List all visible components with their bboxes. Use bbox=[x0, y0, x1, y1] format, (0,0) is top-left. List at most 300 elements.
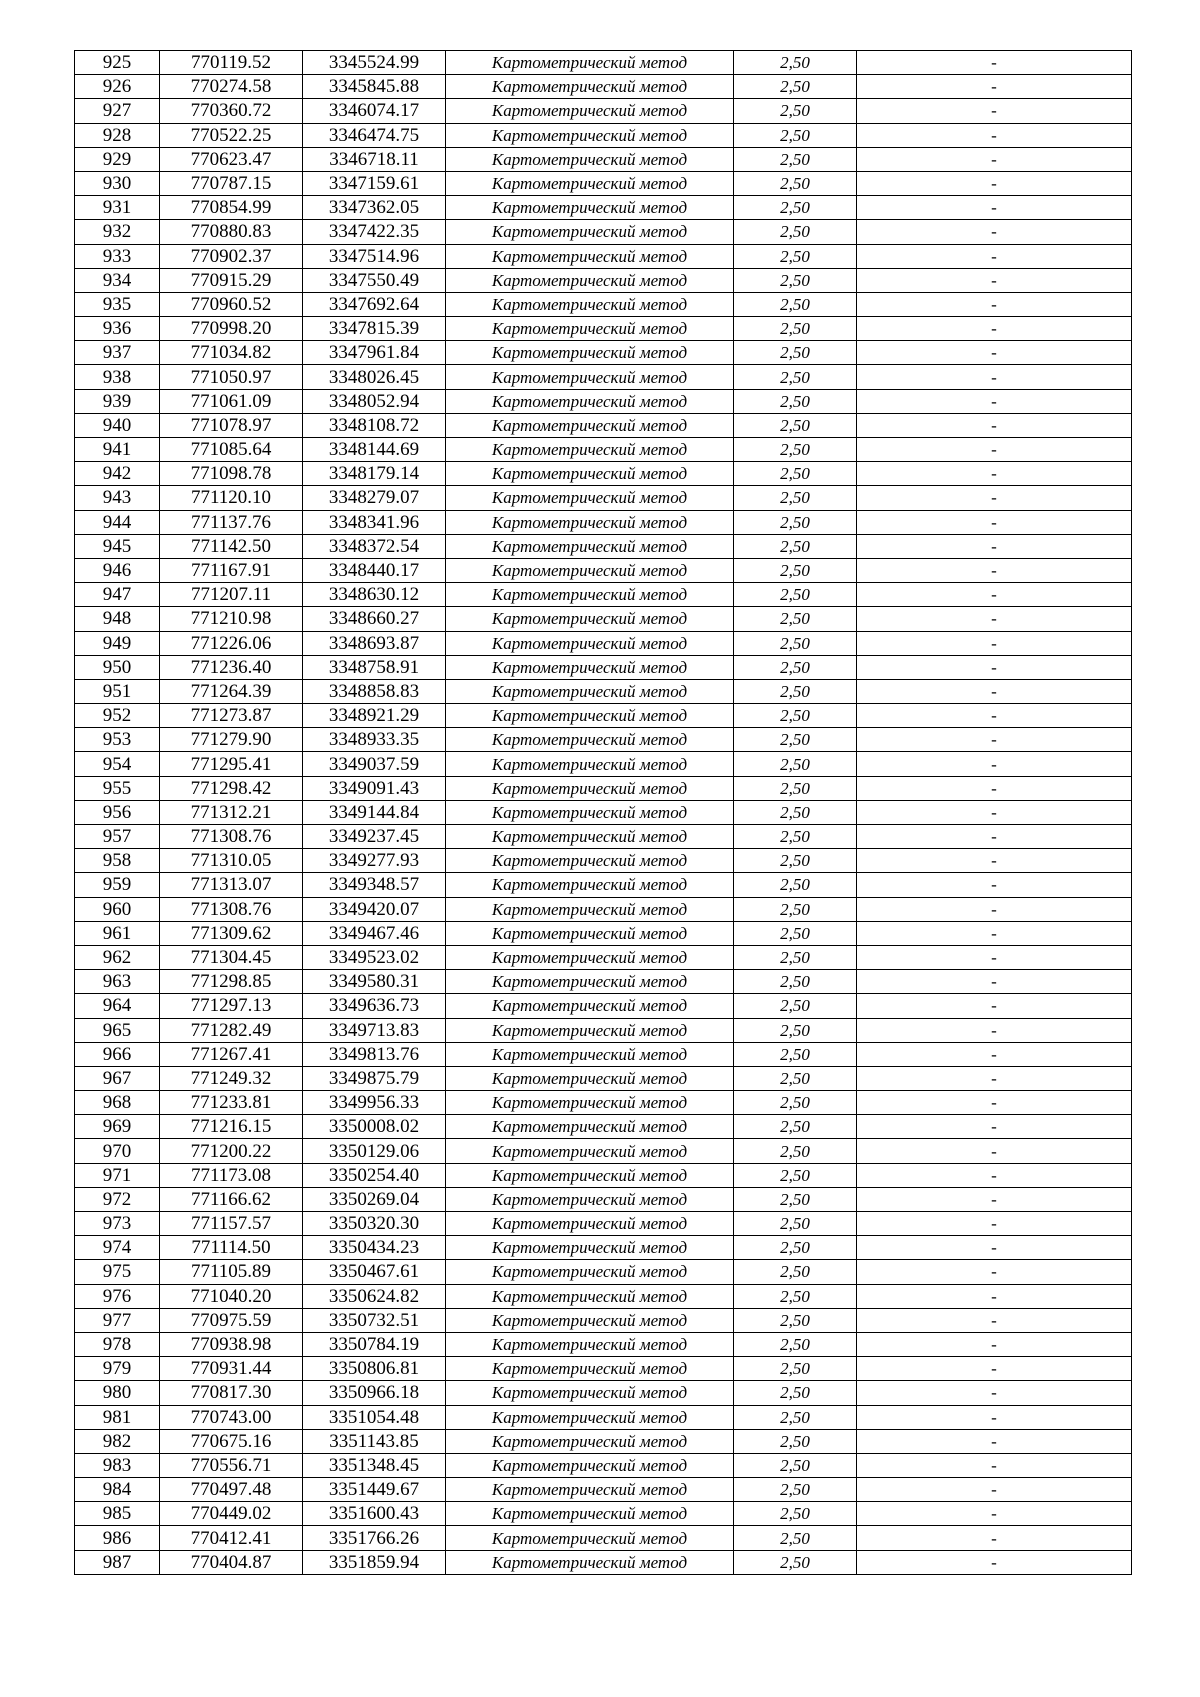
precision-cell: 2,50 bbox=[734, 1357, 857, 1381]
description-cell: - bbox=[857, 1429, 1132, 1453]
precision-cell: 2,50 bbox=[734, 292, 857, 316]
x-coordinate-cell: 770497.48 bbox=[160, 1478, 303, 1502]
description-cell: - bbox=[857, 1332, 1132, 1356]
point-number-cell: 963 bbox=[75, 970, 160, 994]
precision-cell: 2,50 bbox=[734, 1478, 857, 1502]
y-coordinate-cell: 3348108.72 bbox=[303, 413, 446, 437]
x-coordinate-cell: 770274.58 bbox=[160, 75, 303, 99]
precision-cell: 2,50 bbox=[734, 1260, 857, 1284]
table-row bbox=[75, 1163, 1132, 1187]
precision-cell: 2,50 bbox=[734, 849, 857, 873]
point-number-cell: 960 bbox=[75, 897, 160, 921]
x-coordinate-cell: 770623.47 bbox=[160, 147, 303, 171]
x-coordinate-cell: 771200.22 bbox=[160, 1139, 303, 1163]
y-coordinate-cell: 3347159.61 bbox=[303, 171, 446, 195]
x-coordinate-cell: 771249.32 bbox=[160, 1066, 303, 1090]
table-row bbox=[75, 1212, 1132, 1236]
y-coordinate-cell: 3348660.27 bbox=[303, 607, 446, 631]
point-number-cell: 971 bbox=[75, 1163, 160, 1187]
x-coordinate-cell: 771304.45 bbox=[160, 945, 303, 969]
x-coordinate-cell: 770938.98 bbox=[160, 1332, 303, 1356]
method-cell: Картометрический метод bbox=[446, 1163, 734, 1187]
y-coordinate-cell: 3347550.49 bbox=[303, 268, 446, 292]
precision-cell: 2,50 bbox=[734, 99, 857, 123]
description-cell: - bbox=[857, 438, 1132, 462]
x-coordinate-cell: 771279.90 bbox=[160, 728, 303, 752]
table-row bbox=[75, 1066, 1132, 1090]
method-cell: Картометрический метод bbox=[446, 292, 734, 316]
point-number-cell: 961 bbox=[75, 921, 160, 945]
x-coordinate-cell: 771142.50 bbox=[160, 534, 303, 558]
method-cell: Картометрический метод bbox=[446, 1381, 734, 1405]
point-number-cell: 926 bbox=[75, 75, 160, 99]
x-coordinate-cell: 770743.00 bbox=[160, 1405, 303, 1429]
point-number-cell: 932 bbox=[75, 220, 160, 244]
table-row bbox=[75, 607, 1132, 631]
point-number-cell: 980 bbox=[75, 1381, 160, 1405]
method-cell: Картометрический метод bbox=[446, 1284, 734, 1308]
precision-cell: 2,50 bbox=[734, 1405, 857, 1429]
x-coordinate-cell: 771308.76 bbox=[160, 897, 303, 921]
method-cell: Картометрический метод bbox=[446, 220, 734, 244]
x-coordinate-cell: 770522.25 bbox=[160, 123, 303, 147]
table-row bbox=[75, 1453, 1132, 1477]
method-cell: Картометрический метод bbox=[446, 365, 734, 389]
precision-cell: 2,50 bbox=[734, 462, 857, 486]
y-coordinate-cell: 3351766.26 bbox=[303, 1526, 446, 1550]
precision-cell: 2,50 bbox=[734, 1429, 857, 1453]
description-cell: - bbox=[857, 583, 1132, 607]
method-cell: Картометрический метод bbox=[446, 704, 734, 728]
x-coordinate-cell: 770675.16 bbox=[160, 1429, 303, 1453]
description-cell: - bbox=[857, 945, 1132, 969]
precision-cell: 2,50 bbox=[734, 244, 857, 268]
point-number-cell: 977 bbox=[75, 1308, 160, 1332]
y-coordinate-cell: 3348921.29 bbox=[303, 704, 446, 728]
table-row bbox=[75, 365, 1132, 389]
method-cell: Картометрический метод bbox=[446, 1115, 734, 1139]
x-coordinate-cell: 771297.13 bbox=[160, 994, 303, 1018]
point-number-cell: 937 bbox=[75, 341, 160, 365]
precision-cell: 2,50 bbox=[734, 171, 857, 195]
description-cell: - bbox=[857, 800, 1132, 824]
table-row bbox=[75, 268, 1132, 292]
precision-cell: 2,50 bbox=[734, 800, 857, 824]
description-cell: - bbox=[857, 1042, 1132, 1066]
precision-cell: 2,50 bbox=[734, 51, 857, 75]
description-cell: - bbox=[857, 1381, 1132, 1405]
description-cell: - bbox=[857, 873, 1132, 897]
y-coordinate-cell: 3348758.91 bbox=[303, 655, 446, 679]
description-cell: - bbox=[857, 1405, 1132, 1429]
precision-cell: 2,50 bbox=[734, 1453, 857, 1477]
description-cell: - bbox=[857, 389, 1132, 413]
description-cell: - bbox=[857, 365, 1132, 389]
description-cell: - bbox=[857, 1453, 1132, 1477]
table-row bbox=[75, 728, 1132, 752]
description-cell: - bbox=[857, 1550, 1132, 1574]
y-coordinate-cell: 3351054.48 bbox=[303, 1405, 446, 1429]
precision-cell: 2,50 bbox=[734, 704, 857, 728]
y-coordinate-cell: 3350008.02 bbox=[303, 1115, 446, 1139]
y-coordinate-cell: 3348341.96 bbox=[303, 510, 446, 534]
precision-cell: 2,50 bbox=[734, 631, 857, 655]
point-number-cell: 985 bbox=[75, 1502, 160, 1526]
method-cell: Картометрический метод bbox=[446, 1260, 734, 1284]
x-coordinate-cell: 771295.41 bbox=[160, 752, 303, 776]
table-row bbox=[75, 1187, 1132, 1211]
point-number-cell: 941 bbox=[75, 438, 160, 462]
precision-cell: 2,50 bbox=[734, 897, 857, 921]
point-number-cell: 931 bbox=[75, 196, 160, 220]
y-coordinate-cell: 3347815.39 bbox=[303, 317, 446, 341]
table-row bbox=[75, 292, 1132, 316]
x-coordinate-cell: 770854.99 bbox=[160, 196, 303, 220]
y-coordinate-cell: 3351859.94 bbox=[303, 1550, 446, 1574]
method-cell: Картометрический метод bbox=[446, 994, 734, 1018]
table-row bbox=[75, 1405, 1132, 1429]
table-row bbox=[75, 1381, 1132, 1405]
y-coordinate-cell: 3351600.43 bbox=[303, 1502, 446, 1526]
description-cell: - bbox=[857, 655, 1132, 679]
precision-cell: 2,50 bbox=[734, 873, 857, 897]
x-coordinate-cell: 770960.52 bbox=[160, 292, 303, 316]
table-row bbox=[75, 244, 1132, 268]
description-cell: - bbox=[857, 849, 1132, 873]
method-cell: Картометрический метод bbox=[446, 897, 734, 921]
description-cell: - bbox=[857, 752, 1132, 776]
point-number-cell: 974 bbox=[75, 1236, 160, 1260]
point-number-cell: 978 bbox=[75, 1332, 160, 1356]
description-cell: - bbox=[857, 1018, 1132, 1042]
method-cell: Картометрический метод bbox=[446, 341, 734, 365]
description-cell: - bbox=[857, 1502, 1132, 1526]
y-coordinate-cell: 3349580.31 bbox=[303, 970, 446, 994]
table-row bbox=[75, 873, 1132, 897]
table-row bbox=[75, 1308, 1132, 1332]
point-number-cell: 982 bbox=[75, 1429, 160, 1453]
description-cell: - bbox=[857, 1236, 1132, 1260]
x-coordinate-cell: 771050.97 bbox=[160, 365, 303, 389]
method-cell: Картометрический метод bbox=[446, 873, 734, 897]
precision-cell: 2,50 bbox=[734, 1139, 857, 1163]
description-cell: - bbox=[857, 534, 1132, 558]
method-cell: Картометрический метод bbox=[446, 1526, 734, 1550]
description-cell: - bbox=[857, 1187, 1132, 1211]
point-number-cell: 947 bbox=[75, 583, 160, 607]
method-cell: Картометрический метод bbox=[446, 123, 734, 147]
description-cell: - bbox=[857, 147, 1132, 171]
point-number-cell: 967 bbox=[75, 1066, 160, 1090]
point-number-cell: 962 bbox=[75, 945, 160, 969]
y-coordinate-cell: 3349091.43 bbox=[303, 776, 446, 800]
precision-cell: 2,50 bbox=[734, 1550, 857, 1574]
x-coordinate-cell: 771098.78 bbox=[160, 462, 303, 486]
x-coordinate-cell: 770975.59 bbox=[160, 1308, 303, 1332]
y-coordinate-cell: 3348026.45 bbox=[303, 365, 446, 389]
method-cell: Картометрический метод bbox=[446, 1018, 734, 1042]
precision-cell: 2,50 bbox=[734, 341, 857, 365]
point-number-cell: 925 bbox=[75, 51, 160, 75]
method-cell: Картометрический метод bbox=[446, 752, 734, 776]
y-coordinate-cell: 3348179.14 bbox=[303, 462, 446, 486]
method-cell: Картометрический метод bbox=[446, 679, 734, 703]
y-coordinate-cell: 3350806.81 bbox=[303, 1357, 446, 1381]
precision-cell: 2,50 bbox=[734, 921, 857, 945]
precision-cell: 2,50 bbox=[734, 607, 857, 631]
point-number-cell: 934 bbox=[75, 268, 160, 292]
precision-cell: 2,50 bbox=[734, 945, 857, 969]
method-cell: Картометрический метод bbox=[446, 244, 734, 268]
x-coordinate-cell: 771210.98 bbox=[160, 607, 303, 631]
method-cell: Картометрический метод bbox=[446, 1187, 734, 1211]
description-cell: - bbox=[857, 897, 1132, 921]
x-coordinate-cell: 771137.76 bbox=[160, 510, 303, 534]
y-coordinate-cell: 3350254.40 bbox=[303, 1163, 446, 1187]
table-row bbox=[75, 413, 1132, 437]
x-coordinate-cell: 771310.05 bbox=[160, 849, 303, 873]
description-cell: - bbox=[857, 776, 1132, 800]
method-cell: Картометрический метод bbox=[446, 631, 734, 655]
table-row bbox=[75, 220, 1132, 244]
method-cell: Картометрический метод bbox=[446, 558, 734, 582]
method-cell: Картометрический метод bbox=[446, 510, 734, 534]
x-coordinate-cell: 770449.02 bbox=[160, 1502, 303, 1526]
point-number-cell: 946 bbox=[75, 558, 160, 582]
y-coordinate-cell: 3345524.99 bbox=[303, 51, 446, 75]
precision-cell: 2,50 bbox=[734, 752, 857, 776]
method-cell: Картометрический метод bbox=[446, 389, 734, 413]
point-number-cell: 938 bbox=[75, 365, 160, 389]
table-row bbox=[75, 1042, 1132, 1066]
y-coordinate-cell: 3349348.57 bbox=[303, 873, 446, 897]
description-cell: - bbox=[857, 1139, 1132, 1163]
precision-cell: 2,50 bbox=[734, 1284, 857, 1308]
description-cell: - bbox=[857, 1308, 1132, 1332]
description-cell: - bbox=[857, 1478, 1132, 1502]
table-row bbox=[75, 1429, 1132, 1453]
method-cell: Картометрический метод bbox=[446, 1502, 734, 1526]
y-coordinate-cell: 3349956.33 bbox=[303, 1091, 446, 1115]
x-coordinate-cell: 771105.89 bbox=[160, 1260, 303, 1284]
y-coordinate-cell: 3349713.83 bbox=[303, 1018, 446, 1042]
precision-cell: 2,50 bbox=[734, 1308, 857, 1332]
y-coordinate-cell: 3350269.04 bbox=[303, 1187, 446, 1211]
precision-cell: 2,50 bbox=[734, 1381, 857, 1405]
point-number-cell: 935 bbox=[75, 292, 160, 316]
point-number-cell: 936 bbox=[75, 317, 160, 341]
y-coordinate-cell: 3346074.17 bbox=[303, 99, 446, 123]
description-cell: - bbox=[857, 1115, 1132, 1139]
method-cell: Картометрический метод bbox=[446, 1139, 734, 1163]
x-coordinate-cell: 771308.76 bbox=[160, 825, 303, 849]
y-coordinate-cell: 3350320.30 bbox=[303, 1212, 446, 1236]
table-row bbox=[75, 752, 1132, 776]
table-row bbox=[75, 341, 1132, 365]
y-coordinate-cell: 3350467.61 bbox=[303, 1260, 446, 1284]
description-cell: - bbox=[857, 75, 1132, 99]
precision-cell: 2,50 bbox=[734, 413, 857, 437]
y-coordinate-cell: 3348440.17 bbox=[303, 558, 446, 582]
point-number-cell: 966 bbox=[75, 1042, 160, 1066]
method-cell: Картометрический метод bbox=[446, 945, 734, 969]
table-row bbox=[75, 510, 1132, 534]
x-coordinate-cell: 771167.91 bbox=[160, 558, 303, 582]
precision-cell: 2,50 bbox=[734, 1212, 857, 1236]
table-row bbox=[75, 1550, 1132, 1574]
precision-cell: 2,50 bbox=[734, 1115, 857, 1139]
point-number-cell: 949 bbox=[75, 631, 160, 655]
point-number-cell: 942 bbox=[75, 462, 160, 486]
x-coordinate-cell: 771267.41 bbox=[160, 1042, 303, 1066]
table-row bbox=[75, 147, 1132, 171]
description-cell: - bbox=[857, 558, 1132, 582]
description-cell: - bbox=[857, 268, 1132, 292]
y-coordinate-cell: 3347692.64 bbox=[303, 292, 446, 316]
table-row bbox=[75, 486, 1132, 510]
description-cell: - bbox=[857, 413, 1132, 437]
y-coordinate-cell: 3349420.07 bbox=[303, 897, 446, 921]
precision-cell: 2,50 bbox=[734, 994, 857, 1018]
precision-cell: 2,50 bbox=[734, 1042, 857, 1066]
y-coordinate-cell: 3350129.06 bbox=[303, 1139, 446, 1163]
x-coordinate-cell: 770360.72 bbox=[160, 99, 303, 123]
description-cell: - bbox=[857, 1091, 1132, 1115]
point-number-cell: 981 bbox=[75, 1405, 160, 1429]
method-cell: Картометрический метод bbox=[446, 268, 734, 292]
precision-cell: 2,50 bbox=[734, 1066, 857, 1090]
table-row bbox=[75, 1357, 1132, 1381]
x-coordinate-cell: 771061.09 bbox=[160, 389, 303, 413]
point-number-cell: 986 bbox=[75, 1526, 160, 1550]
y-coordinate-cell: 3349037.59 bbox=[303, 752, 446, 776]
point-number-cell: 965 bbox=[75, 1018, 160, 1042]
point-number-cell: 964 bbox=[75, 994, 160, 1018]
table-row bbox=[75, 1091, 1132, 1115]
method-cell: Картометрический метод bbox=[446, 1212, 734, 1236]
y-coordinate-cell: 3347514.96 bbox=[303, 244, 446, 268]
description-cell: - bbox=[857, 510, 1132, 534]
point-number-cell: 979 bbox=[75, 1357, 160, 1381]
precision-cell: 2,50 bbox=[734, 75, 857, 99]
description-cell: - bbox=[857, 123, 1132, 147]
table-row bbox=[75, 1018, 1132, 1042]
method-cell: Картометрический метод bbox=[446, 486, 734, 510]
y-coordinate-cell: 3346718.11 bbox=[303, 147, 446, 171]
point-number-cell: 944 bbox=[75, 510, 160, 534]
description-cell: - bbox=[857, 196, 1132, 220]
y-coordinate-cell: 3350434.23 bbox=[303, 1236, 446, 1260]
description-cell: - bbox=[857, 679, 1132, 703]
precision-cell: 2,50 bbox=[734, 655, 857, 679]
y-coordinate-cell: 3349875.79 bbox=[303, 1066, 446, 1090]
point-number-cell: 945 bbox=[75, 534, 160, 558]
method-cell: Картометрический метод bbox=[446, 583, 734, 607]
y-coordinate-cell: 3348630.12 bbox=[303, 583, 446, 607]
description-cell: - bbox=[857, 728, 1132, 752]
table-row bbox=[75, 462, 1132, 486]
precision-cell: 2,50 bbox=[734, 1332, 857, 1356]
point-number-cell: 983 bbox=[75, 1453, 160, 1477]
description-cell: - bbox=[857, 51, 1132, 75]
method-cell: Картометрический метод bbox=[446, 171, 734, 195]
method-cell: Картометрический метод bbox=[446, 970, 734, 994]
precision-cell: 2,50 bbox=[734, 728, 857, 752]
point-number-cell: 984 bbox=[75, 1478, 160, 1502]
precision-cell: 2,50 bbox=[734, 196, 857, 220]
table-row bbox=[75, 123, 1132, 147]
precision-cell: 2,50 bbox=[734, 438, 857, 462]
x-coordinate-cell: 771309.62 bbox=[160, 921, 303, 945]
x-coordinate-cell: 770931.44 bbox=[160, 1357, 303, 1381]
description-cell: - bbox=[857, 994, 1132, 1018]
point-number-cell: 987 bbox=[75, 1550, 160, 1574]
table-row bbox=[75, 1236, 1132, 1260]
point-number-cell: 975 bbox=[75, 1260, 160, 1284]
x-coordinate-cell: 770817.30 bbox=[160, 1381, 303, 1405]
table-row bbox=[75, 99, 1132, 123]
method-cell: Картометрический метод bbox=[446, 800, 734, 824]
table-row bbox=[75, 51, 1132, 75]
method-cell: Картометрический метод bbox=[446, 1478, 734, 1502]
point-number-cell: 957 bbox=[75, 825, 160, 849]
method-cell: Картометрический метод bbox=[446, 1357, 734, 1381]
table-row bbox=[75, 994, 1132, 1018]
table-row bbox=[75, 389, 1132, 413]
y-coordinate-cell: 3348052.94 bbox=[303, 389, 446, 413]
table-row bbox=[75, 897, 1132, 921]
precision-cell: 2,50 bbox=[734, 679, 857, 703]
precision-cell: 2,50 bbox=[734, 1526, 857, 1550]
point-number-cell: 940 bbox=[75, 413, 160, 437]
description-cell: - bbox=[857, 317, 1132, 341]
table-row bbox=[75, 825, 1132, 849]
x-coordinate-cell: 770998.20 bbox=[160, 317, 303, 341]
method-cell: Картометрический метод bbox=[446, 825, 734, 849]
table-row bbox=[75, 776, 1132, 800]
description-cell: - bbox=[857, 631, 1132, 655]
table-row bbox=[75, 655, 1132, 679]
x-coordinate-cell: 771120.10 bbox=[160, 486, 303, 510]
precision-cell: 2,50 bbox=[734, 486, 857, 510]
precision-cell: 2,50 bbox=[734, 970, 857, 994]
y-coordinate-cell: 3348144.69 bbox=[303, 438, 446, 462]
table-row bbox=[75, 1139, 1132, 1163]
x-coordinate-cell: 771114.50 bbox=[160, 1236, 303, 1260]
table-row bbox=[75, 438, 1132, 462]
method-cell: Картометрический метод bbox=[446, 849, 734, 873]
method-cell: Картометрический метод bbox=[446, 1550, 734, 1574]
precision-cell: 2,50 bbox=[734, 534, 857, 558]
y-coordinate-cell: 3346474.75 bbox=[303, 123, 446, 147]
table-row bbox=[75, 631, 1132, 655]
description-cell: - bbox=[857, 1212, 1132, 1236]
table-row bbox=[75, 1478, 1132, 1502]
table-row bbox=[75, 1284, 1132, 1308]
description-cell: - bbox=[857, 825, 1132, 849]
precision-cell: 2,50 bbox=[734, 268, 857, 292]
x-coordinate-cell: 771236.40 bbox=[160, 655, 303, 679]
point-number-cell: 973 bbox=[75, 1212, 160, 1236]
y-coordinate-cell: 3347362.05 bbox=[303, 196, 446, 220]
method-cell: Картометрический метод bbox=[446, 1453, 734, 1477]
method-cell: Картометрический метод bbox=[446, 99, 734, 123]
y-coordinate-cell: 3347422.35 bbox=[303, 220, 446, 244]
description-cell: - bbox=[857, 921, 1132, 945]
y-coordinate-cell: 3348693.87 bbox=[303, 631, 446, 655]
point-number-cell: 959 bbox=[75, 873, 160, 897]
y-coordinate-cell: 3348372.54 bbox=[303, 534, 446, 558]
